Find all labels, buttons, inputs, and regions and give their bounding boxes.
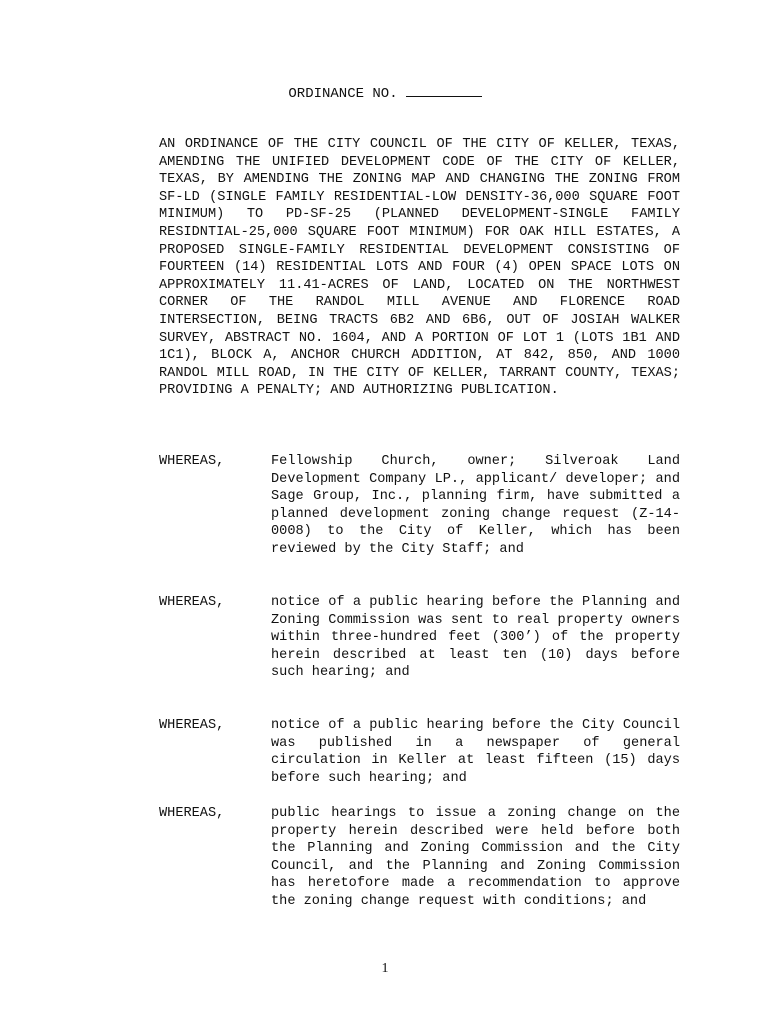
page-number: 1: [381, 961, 389, 976]
whereas-text: notice of a public hearing before the Planning and Zoning Commission was sent to real property owners within three-hundred feet (300’) of the property herein described at least ten (10) days before such hearing; and: [271, 595, 680, 681]
whereas-text: notice of a public hearing before the City Council was published in a newspaper of general circulation in Keller at least fifteen (15) days before such hearing; and: [271, 718, 680, 786]
whereas-label: WHEREAS,: [159, 454, 225, 469]
whereas-text: public hearings to issue a zoning change on the property herein described were held before both the Planning and Zoning Commission and the City Council, and the Planning and Zoning Commission has heretofore made a recommendation to approve the zoning change request with conditions; and: [271, 806, 680, 909]
whereas-label: WHEREAS,: [159, 595, 225, 610]
whereas-clause-3: [159, 717, 680, 787]
whereas-label: WHEREAS,: [159, 806, 225, 821]
whereas-text: Fellowship Church, owner; Silveroak Land Development Company LP., applicant/ developer; and Sage Group, Inc., planning firm, have submitted a planned development zoning change request (Z-14-0008) to the City of Keller, which has been reviewed by the City Staff; and: [271, 454, 680, 557]
ordinance-preamble: AN ORDINANCE OF THE CITY COUNCIL OF THE CITY OF KELLER, TEXAS, AMENDING THE UNIFIED DEVELOPMENT CODE OF THE CITY OF KELLER, TEXAS, BY AMENDING THE ZONING MAP AND CHANGING THE ZONING FROM SF-LD (SINGLE FAMILY RESIDENTIAL-LOW DENSITY-36,000 SQUARE FOOT MINIMUM) TO PD-SF-25 (PLANNED DEVELOPMENT-SINGLE FAMILY RESIDNTIAL-25,000 SQUARE FOOT MINIMUM) FOR OAK HILL ESTATES, A PROPOSED SINGLE-FAMILY RESIDENTIAL DEVELOPMENT CONSISTING OF FOURTEEN (14) RESIDENTIAL LOTS AND FOUR (4) OPEN SPACE LOTS ON APPROXIMATELY 11.41-ACRES OF LAND, LOCATED ON THE NORTHWEST CORNER OF THE RANDOL MILL AVENUE AND FLORENCE ROAD INTERSECTION, BEING TRACTS 6B2 AND 6B6, OUT OF JOSIAH WALKER SURVEY, ABSTRACT NO. 1604, AND A PORTION OF LOT 1 (LOTS 1B1 AND 1C1), BLOCK A, ANCHOR CHURCH ADDITION, AT 842, 850, AND 1000 RANDOL MILL ROAD, IN THE CITY OF KELLER, TARRANT COUNTY, TEXAS; PROVIDING A PENALTY; AND AUTHORIZING PUBLICATION.: [159, 137, 680, 399]
ordinance-title: [0, 84, 770, 103]
ordinance-title-text: ORDINANCE NO.: [288, 86, 398, 102]
whereas-label: WHEREAS,: [159, 718, 225, 733]
whereas-clause-2: [159, 594, 680, 682]
ordinance-number-blank: [406, 84, 482, 97]
whereas-clause-1: [159, 453, 680, 559]
whereas-clause-4: [159, 805, 680, 911]
